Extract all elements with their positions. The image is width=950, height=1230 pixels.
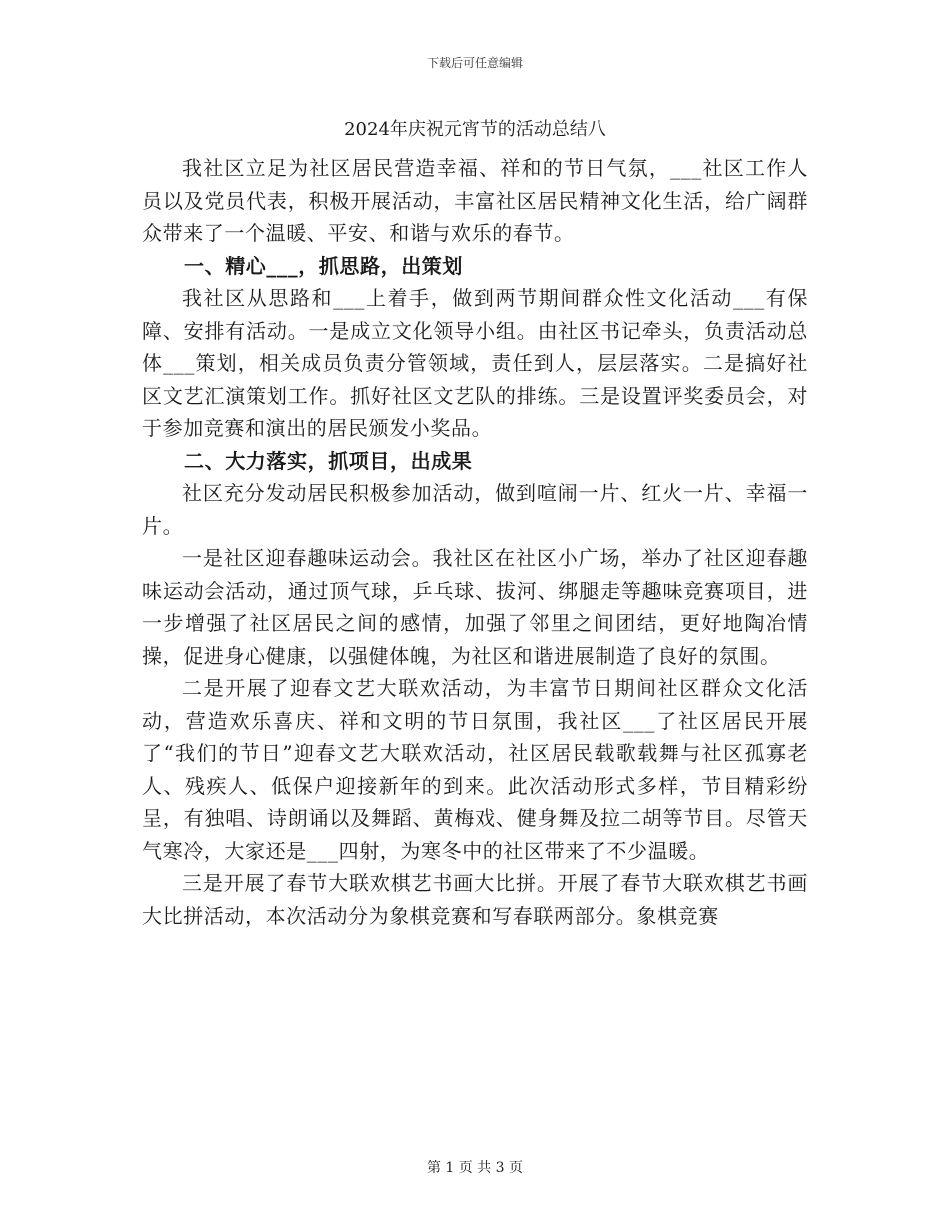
page-header: 下载后可任意编辑 <box>426 56 523 70</box>
page-footer: 第 1 页 共 3 页 <box>426 1160 524 1176</box>
document-body <box>142 116 808 932</box>
section2-paragraph-1: 社区充分发动居民积极参加活动，做到喧闹一片、红火一片、幸福一片。 <box>142 481 808 538</box>
section2-paragraph-3: 二是开展了迎春文艺大联欢活动，为丰富节日期间社区群众文化活动，营造欢乐喜庆、祥和文明的节日氛围，我社区___了社区居民开展了“我们的节日”迎春文艺大联欢活动，社区居民载歌载舞与社区孤寡老人、残疾人、低保户迎接新年的到来。此次活动形式多样，节目精彩纷呈，有独唱、诗朗诵以及舞蹈、黄梅戏、健身舞及拉二胡等节目。尽管天气寒冷，大家还是___四射，为寒冬中的社区带来了不少温暖。 <box>142 676 808 863</box>
section-heading-1: 一、精心___，抓思路，出策划 <box>184 253 463 278</box>
section2-paragraph-2: 一是社区迎春趣味运动会。我社区在社区小广场，举办了社区迎春趣味运动会活动，通过顶气球，乒乓球、拔河、绑腿走等趣味竞赛项目，进一步增强了社区居民之间的感情，加强了邻里之间团结，更好地陶冶情操，促进身心健康，以强健体魄，为社区和谐进展制造了良好的氛围。 <box>142 546 808 668</box>
section2-paragraph-4: 三是开展了春节大联欢棋艺书画大比拼。开展了春节大联欢棋艺书画大比拼活动，本次活动分为象棋竞赛和写春联两部分。象棋竞赛 <box>142 871 808 928</box>
section-heading-2: 二、大力落实，抓项目，出成果 <box>184 448 473 473</box>
document-title: 2024年庆祝元宵节的活动总结八 <box>344 119 606 140</box>
intro-paragraph: 我社区立足为社区居民营造幸福、祥和的节日气氛，___社区工作人员以及党员代表，积极开展活动，丰富社区居民精神文化生活，给广阔群众带来了一个温暖、平安、和谐与欢乐的春节。 <box>142 156 808 245</box>
section1-paragraph: 我社区从思路和___上着手，做到两节期间群众性文化活动___有保障、安排有活动。一是成立文化领导小组。由社区书记牵头，负责活动总体___策划，相关成员负责分管领域，责任到人，层层落实。二是搞好社区文艺汇演策划工作。抓好社区文艺队的排练。三是设置评奖委员会，对于参加竞赛和演出的居民颁发小奖品。 <box>142 286 808 440</box>
